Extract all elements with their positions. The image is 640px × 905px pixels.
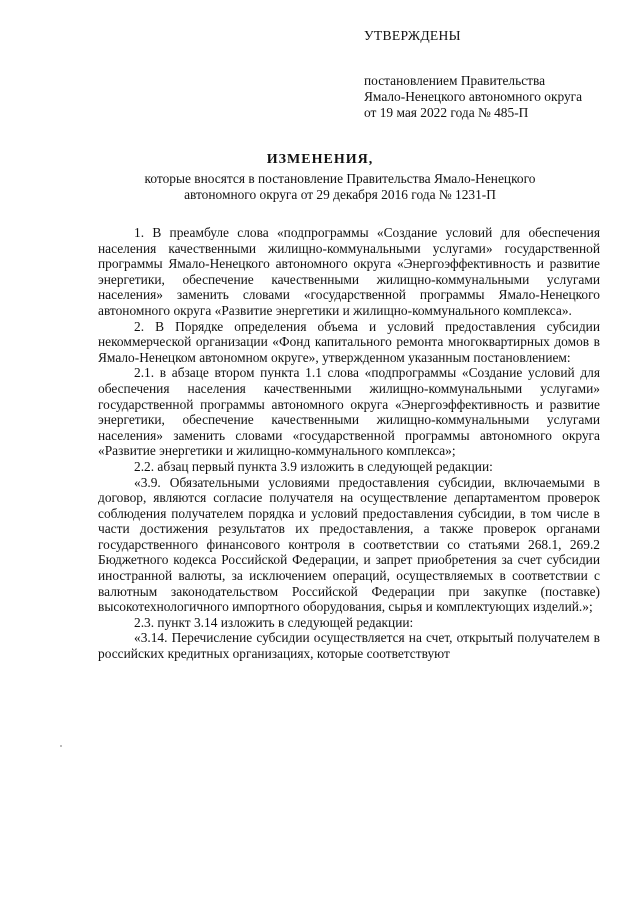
paragraph-2-1: 2.1. в абзаце втором пункта 1.1 слова «подпрограммы «Создание условий для обеспечения населения качественными жилищно-коммунальными услугами» государственной программы автономного округа «Энергоэффективность и развитие энергетики, обеспечение качественными жилищно-коммунальными услугами населения» заменить словами «государственной программы автономного округа «Развитие энергетики и жилищно-коммунального комплекса»; (98, 365, 600, 459)
scan-mark (60, 745, 62, 747)
document-subtitle (100, 171, 580, 203)
approval-heading: УТВЕРЖДЕНЫ (364, 28, 461, 43)
paragraph-2-3: 2.3. пункт 3.14 изложить в следующей редакции: (134, 614, 414, 630)
paragraph-2-2: 2.2. абзац первый пункта 3.9 изложить в следующей редакции: (134, 458, 493, 474)
approval-line-1: постановлением Правительства (364, 73, 546, 88)
approval-line-2: Ямало-Ненецкого автономного округа (364, 89, 583, 104)
subtitle-line-1: которые вносятся в постановление Правительства Ямало-Ненецкого (144, 171, 536, 186)
paragraph-3-9: «3.9. Обязательными условиями предоставления субсидии, включаемыми в договор, являются согласие получателя на осуществление департаментом проверок соблюдения получателем порядка и условий предоставления субсидии, в том числе в части достижения результатов их предоставления, а также проверок органами государственного финансового контроля в соответствии со статьями 268.1, 269.2 Бюджетного кодекса Российской Федерации, и запрет приобретения за счет субсидии иностранной валюты, за исключением операций, осуществляемых в соответствии с валютным законодательством Российской Федерации при закупке (поставке) высокотехнологичного импортного оборудования, сырья и комплектующих изделий.»; (98, 474, 600, 615)
paragraph-2: 2. В Порядке определения объема и условий предоставления субсидии некоммерческой организации «Фонд капитального ремонта многоквартирных домов в Ямало-Ненецком автономном округе», утвержденном указанным постановлением: (98, 318, 600, 365)
document-body (98, 225, 600, 662)
approval-line-3: от 19 мая 2022 года № 485-П (364, 105, 529, 120)
paragraph-3-14: «3.14. Перечисление субсидии осуществляется на счет, открытый получателем в российских кредитных организациях, которые соответствуют (98, 630, 600, 662)
subtitle-line-2: автономного округа от 29 декабря 2016 года № 1231-П (184, 187, 496, 202)
document-title: ИЗМЕНЕНИЯ, (266, 152, 374, 167)
approval-block (364, 28, 582, 121)
paragraph-1: 1. В преамбуле слова «подпрограммы «Создание условий для обеспечения населения качественными жилищно-коммунальными услугами» государственной программы Ямало-Ненецкого автономного округа «Энергоэффективность и развитие энергетики, обеспечение качественными жилищно-коммунальными услугами населения» заменить словами «государственной программы Ямало-Ненецкого автономного округа «Развитие энергетики и жилищно-коммунального комплекса». (98, 225, 600, 318)
